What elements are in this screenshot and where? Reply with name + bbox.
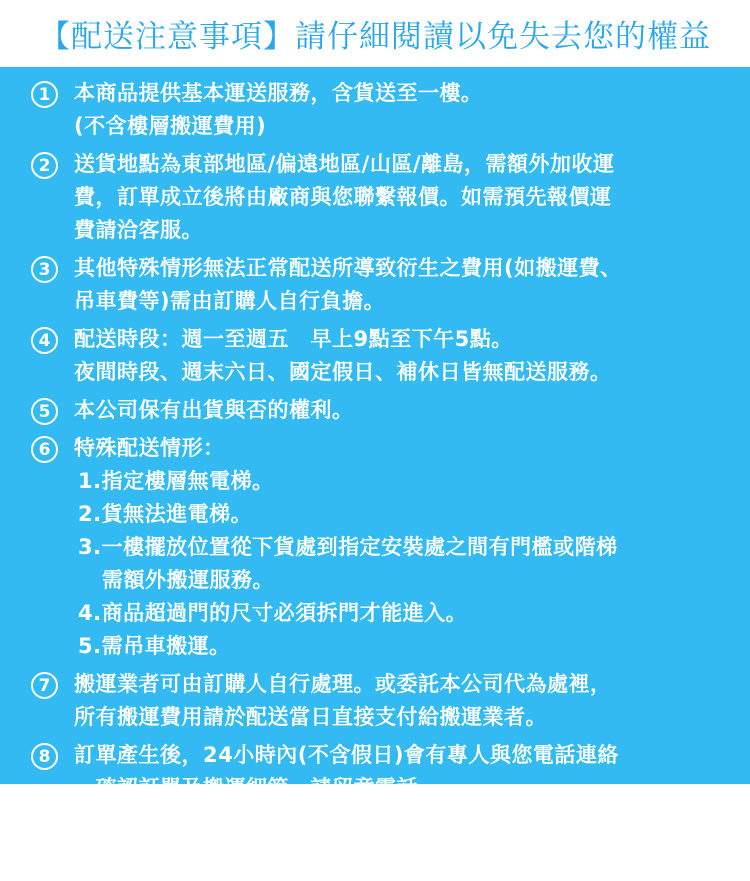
notice-text: 搬運業者可由訂購人自行處理。或委託本公司代為處裡， — [74, 672, 612, 696]
notice-item-3 — [0, 252, 750, 318]
notice-item-1 — [0, 77, 750, 143]
notice-text: 夜間時段、週末六日、國定假日、補休日皆無配送服務。 — [74, 360, 612, 384]
notice-panel — [0, 67, 750, 871]
sub-item-text: 1.指定樓層無電梯。 — [78, 469, 274, 493]
notice-item-5 — [0, 394, 750, 427]
sub-item-text: 3.一樓擺放位置從下貨處到指定安裝處之間有門檻或階梯 — [78, 535, 618, 559]
number-badge: 9 — [31, 814, 58, 841]
page-header — [0, 0, 750, 67]
sub-item-text: 2.貨無法進電梯。 — [78, 502, 253, 526]
notice-text: 送貨地點為東部地區/偏遠地區/山區/離島，需額外加收運 — [74, 152, 615, 176]
notice-item-9 — [0, 810, 750, 876]
number-badge: 5 — [31, 398, 58, 425]
number-badge: 4 — [31, 327, 58, 354]
notice-item-7 — [0, 668, 750, 734]
notice-item-2 — [0, 148, 750, 247]
notice-text: (不含樓層搬運費用) — [74, 114, 267, 138]
notice-text: 訂單產生後，24小時內(不含假日)會有專人與您電話連絡 — [74, 743, 619, 767]
page-title: 【配送注意事項】請仔細閱讀以免失去您的權益 — [39, 19, 711, 55]
number-badge: 6 — [31, 436, 58, 463]
number-badge: 1 — [31, 81, 58, 108]
notice-text: 吊車費用為已發生之勞動服務，請恕無法退還。 — [74, 847, 526, 871]
notice-text: 商品於配送完成後，如欲辦理退換貨，因延生運費/搬運/ — [74, 814, 607, 838]
notice-text: 本商品提供基本運送服務，含貨送至一樓。 — [74, 81, 483, 105]
number-badge: 3 — [31, 256, 58, 283]
notice-text: 本公司保有出貨與否的權利。 — [74, 398, 354, 422]
sub-item-text: 4.商品超過門的尺寸必須拆門才能進入。 — [78, 601, 468, 625]
number-badge: 2 — [31, 152, 58, 179]
notice-text: 所有搬運費用請於配送當日直接支付給搬運業者。 — [74, 705, 547, 729]
number-badge: 7 — [31, 672, 58, 699]
notice-item-6 — [0, 432, 750, 663]
number-badge: 8 — [31, 743, 58, 770]
notice-item-4 — [0, 323, 750, 389]
notice-text: 吊車費等)需由訂購人自行負擔。 — [74, 289, 386, 313]
sub-item-text: 需額外搬運服務。 — [102, 568, 274, 592]
notice-text: 費請洽客服。 — [74, 218, 203, 242]
notice-text: 配送時段：週一至週五 早上9點至下午5點。 — [74, 327, 513, 351]
notice-text: 其他特殊情形無法正常配送所導致衍生之費用(如搬運費、 — [74, 256, 622, 280]
sub-item-text: 5.需吊車搬運。 — [78, 634, 231, 658]
bottom-margin — [0, 784, 750, 797]
notice-text: 特殊配送情形： — [74, 436, 225, 460]
notice-text: 費，訂單成立後將由廠商與您聯繫報價。如需預先報價運 — [74, 185, 612, 209]
notice-list — [0, 77, 750, 881]
